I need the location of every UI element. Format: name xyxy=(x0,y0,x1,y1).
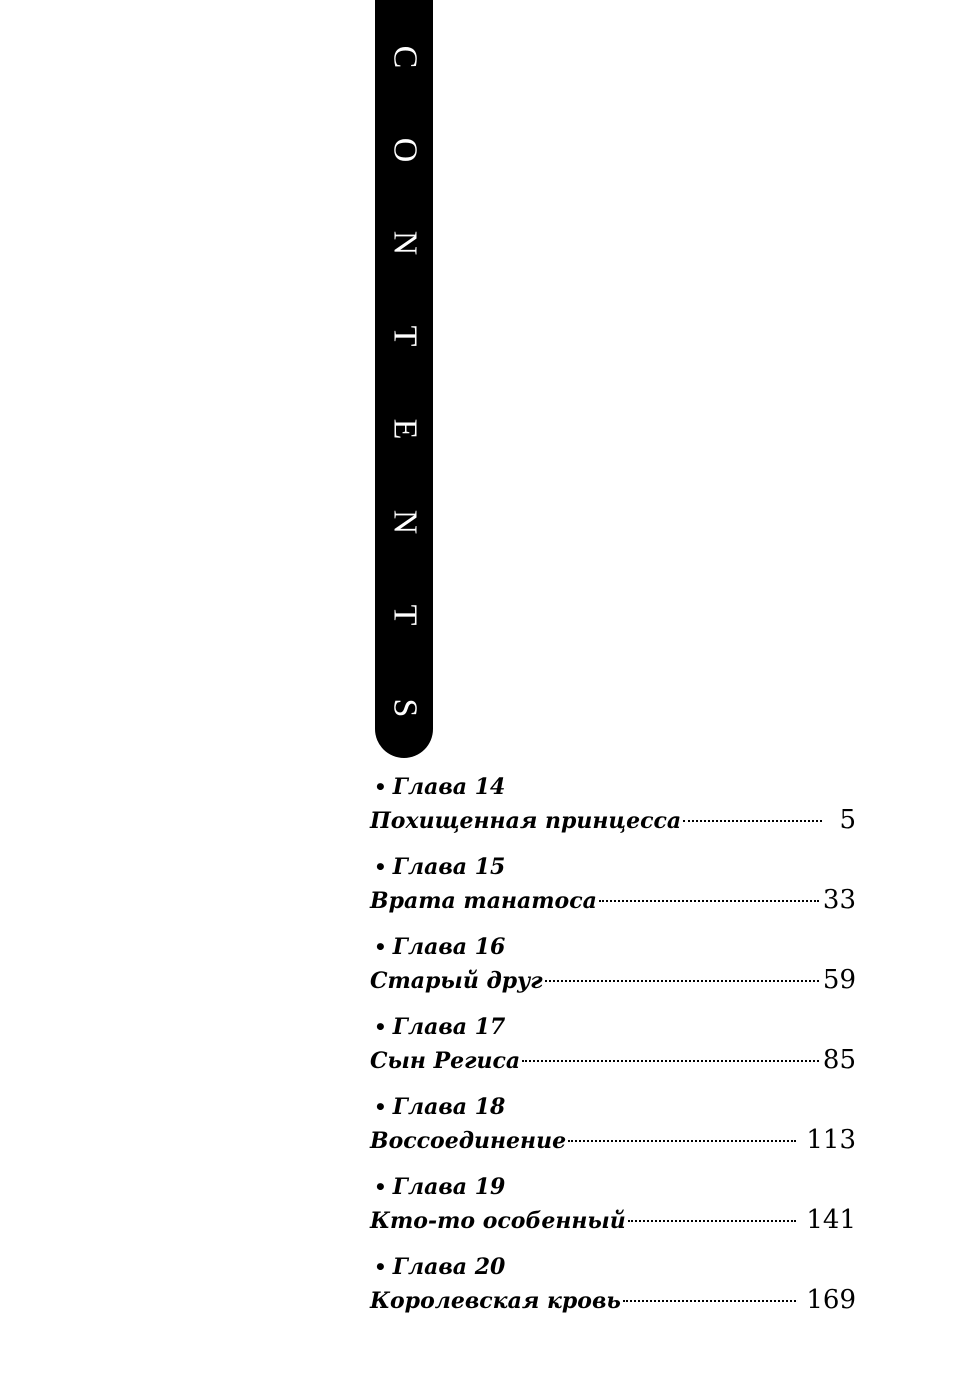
bullet-icon: • xyxy=(374,1255,387,1279)
title-row xyxy=(370,1126,856,1156)
dot-leader xyxy=(628,1220,796,1222)
chapter-label: • Глава 14 xyxy=(374,774,506,800)
title-row xyxy=(370,806,856,836)
banner-letter: C xyxy=(386,45,423,69)
chapter-title: Сын Региса xyxy=(370,1048,521,1074)
banner-letter: T xyxy=(386,325,423,347)
toc-entry[interactable] xyxy=(368,1008,858,1088)
chapter-label: • Глава 18 xyxy=(374,1094,506,1120)
dot-leader xyxy=(623,1300,796,1302)
banner-letter: E xyxy=(386,418,423,440)
page-number: 113 xyxy=(806,1125,856,1155)
toc-entry[interactable] xyxy=(368,1088,858,1168)
chapter-title: Воссоединение xyxy=(370,1128,567,1154)
bullet-icon: • xyxy=(374,775,387,799)
page-number: 59 xyxy=(822,965,856,995)
title-row xyxy=(370,1206,856,1236)
toc-entry[interactable] xyxy=(368,848,858,928)
chapter-label: • Глава 17 xyxy=(374,1014,506,1040)
banner-letter: N xyxy=(386,230,423,256)
chapter-title: Похищенная принцесса xyxy=(370,808,682,834)
dot-leader xyxy=(568,1140,796,1142)
title-row xyxy=(370,1046,856,1076)
toc-entry[interactable] xyxy=(368,1248,858,1328)
toc-entry[interactable] xyxy=(368,1168,858,1248)
bullet-icon: • xyxy=(374,1175,387,1199)
bullet-icon: • xyxy=(374,1015,387,1039)
chapter-title: Королевская кровь xyxy=(370,1288,621,1314)
contents-banner xyxy=(375,0,433,758)
bullet-icon: • xyxy=(374,1095,387,1119)
banner-letter: O xyxy=(386,137,423,163)
dot-leader xyxy=(522,1060,819,1062)
dot-leader xyxy=(545,980,819,982)
title-row xyxy=(370,966,856,996)
dot-leader xyxy=(599,900,819,902)
banner-letter: T xyxy=(386,604,423,626)
bullet-icon: • xyxy=(374,855,387,879)
page-number: 169 xyxy=(806,1285,856,1315)
chapter-label: • Глава 19 xyxy=(374,1174,506,1200)
chapter-label: • Глава 20 xyxy=(374,1254,506,1280)
chapter-label: • Глава 16 xyxy=(374,934,506,960)
dot-leader xyxy=(683,820,822,822)
page-number: 5 xyxy=(839,805,856,835)
banner-letter: N xyxy=(386,509,423,535)
title-row xyxy=(370,886,856,916)
banner-letter: S xyxy=(385,698,423,718)
chapter-title: Кто-то особенный xyxy=(370,1208,626,1234)
chapter-title: Врата танатоса xyxy=(370,888,597,914)
chapter-title: Старый друг xyxy=(370,968,543,994)
table-of-contents xyxy=(368,768,858,1328)
toc-entry[interactable] xyxy=(368,928,858,1008)
page-number: 85 xyxy=(822,1045,856,1075)
bullet-icon: • xyxy=(374,935,387,959)
chapter-label: • Глава 15 xyxy=(374,854,506,880)
toc-entry[interactable] xyxy=(368,768,858,848)
page-number: 33 xyxy=(822,885,856,915)
page-number: 141 xyxy=(806,1205,856,1235)
title-row xyxy=(370,1286,856,1316)
